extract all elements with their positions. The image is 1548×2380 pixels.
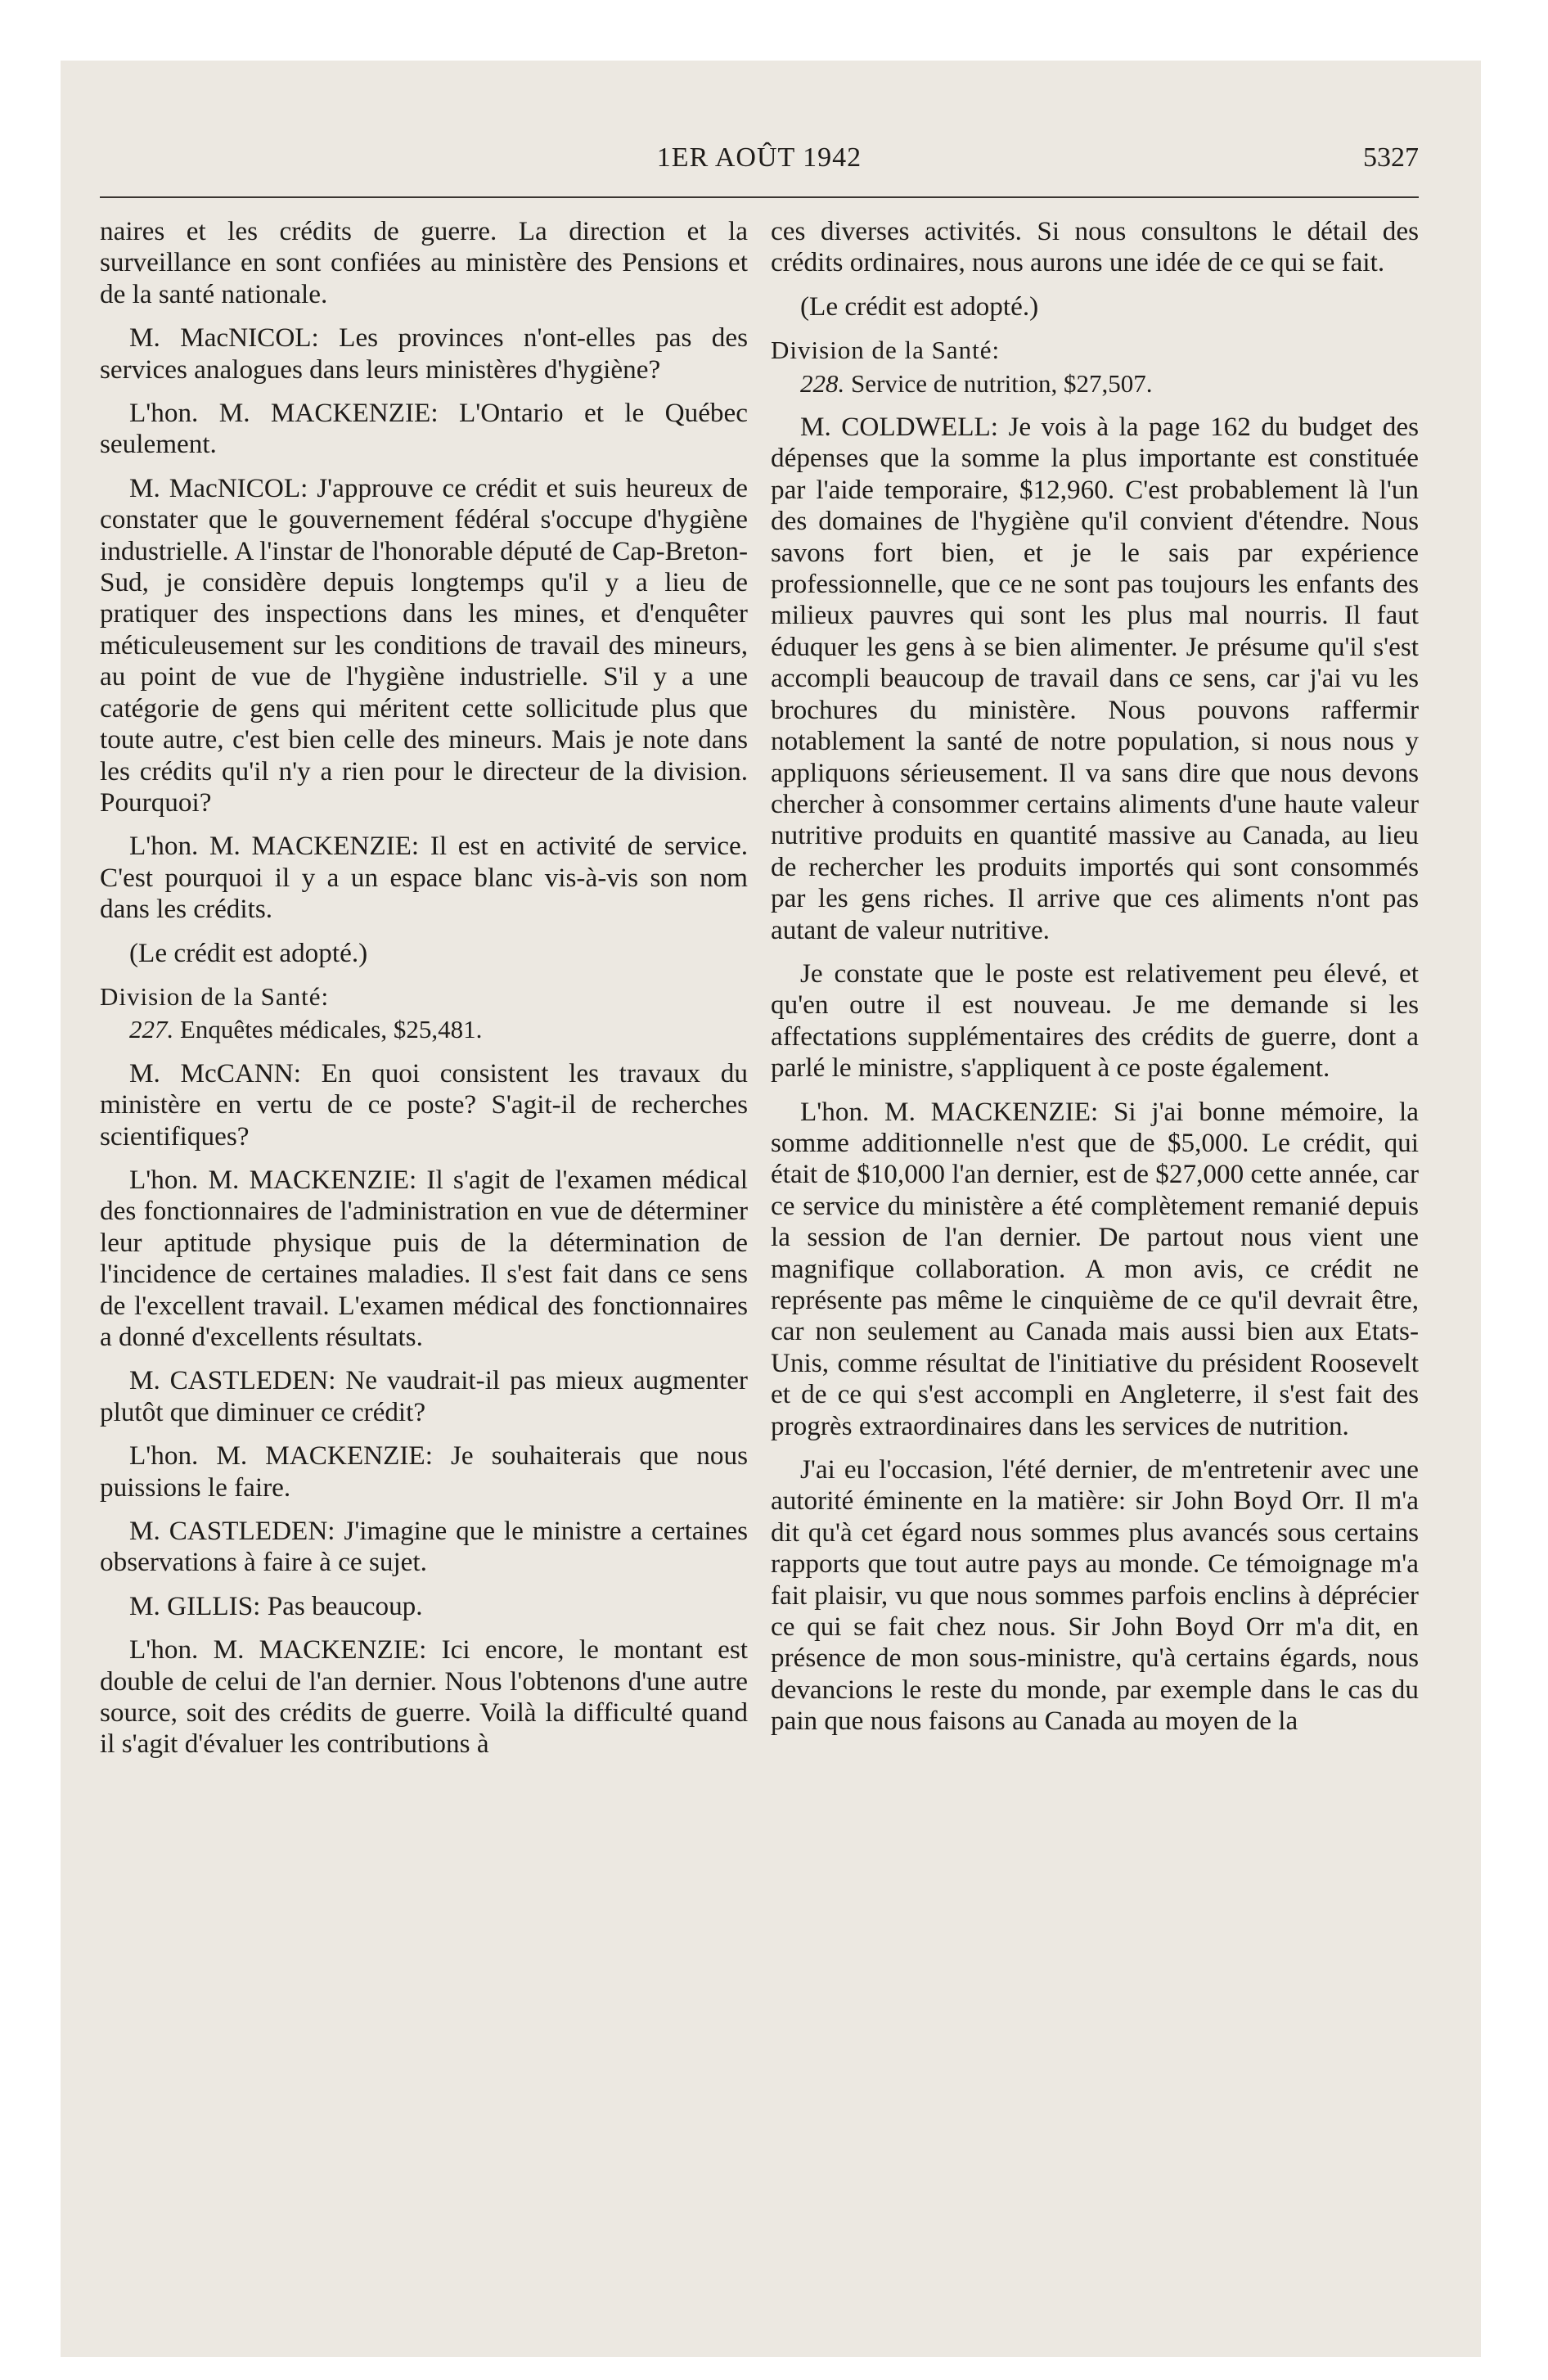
header-rule (100, 196, 1419, 198)
page (61, 61, 1481, 2357)
paragraph: L'hon. M. MACKENZIE: Ici encore, le montant est double de celui de l'an dernier. Nous l'obtenons d'une autre source, soit des crédits de guerre. Voilà la difficulté quand il s'agit d'évaluer les contributions à (100, 1634, 748, 1760)
paragraph: L'hon. M. MACKENZIE: Il est en activité de service. C'est pourquoi il y a un espace blanc vis-à-vis son nom dans les crédits. (100, 831, 748, 925)
vote-item (100, 1014, 748, 1045)
division-heading: Division de la Santé: (100, 981, 330, 1011)
paragraph: L'hon. M. MACKENZIE: Je souhaiterais que nous puissions le faire. (100, 1440, 748, 1503)
paragraph: M. MacNICOL: J'approuve ce crédit et suis heureux de constater que le gouvernement fédéral s'occupe d'hygiène industrielle. A l'instar de l'honorable député de Cap-Breton-Sud, je considère depuis longtemps qu'il y a lieu de pratiquer des inspections dans les mines, et d'enquêter méticuleusement sur les conditions de travail des mineurs, au point de vue de l'hygiène industrielle. S'il y a une catégorie de gens qui méritent cette sollicitude plus que toute autre, c'est bien celle des mineurs. Mais je note dans les crédits qu'il n'y a rien pour le directeur de la division. Pourquoi? (100, 472, 748, 818)
vote-text: Enquêtes médicales, $25,481. (180, 1015, 483, 1044)
paragraph: naires et les crédits de guerre. La direction et la surveillance en sont confiées au ministère des Pensions et de la santé nationale. (100, 216, 748, 309)
paragraph: M. McCANN: En quoi consistent les travaux du ministère en vertu de ce poste? S'agit-il de recherches scientifiques? (100, 1057, 748, 1152)
header-date: 1ER AOÛT 1942 (656, 142, 862, 173)
adopted-note: (Le crédit est adopté.) (800, 291, 1039, 322)
paragraph: L'hon. M. MACKENZIE: L'Ontario et le Québec seulement. (100, 398, 748, 460)
page-number: 5327 (1363, 142, 1419, 173)
right-column (771, 216, 1419, 1750)
paragraph: L'hon. M. MACKENZIE: Il s'agit de l'examen médical des fonctionnaires de l'administration en vue de déterminer leur aptitude physique puis de la détermination de l'incidence de certaines maladies. Il s'est fait dans ce sens de l'excellent travail. L'examen médical des fonctionnaires a donné d'excellents résultats. (100, 1164, 748, 1352)
paragraph: J'ai eu l'occasion, l'été dernier, de m'entretenir avec une autorité éminente en la matière: sir John Boyd Orr. Il m'a dit qu'à cet égard nous sommes plus avancés sous certains rapports que tout autre pays au monde. Ce témoignage m'a fait plaisir, vu que nous sommes parfois enclins à déprécier ce qui se fait chez nous. Sir John Boyd Orr m'a dit, en présence de mon sous-ministre, qu'à certains égards, nous devancions le reste du monde, par exemple dans le cas du pain que nous faisons au Canada au moyen de la (771, 1454, 1419, 1737)
vote-number: 227. (129, 1015, 174, 1044)
paragraph: M. MacNICOL: Les provinces n'ont-elles pas des services analogues dans leurs ministères d'hygiène? (100, 322, 748, 385)
paragraph: M. CASTLEDEN: J'imagine que le ministre a certaines observations à faire à ce sujet. (100, 1516, 748, 1578)
adopted-note: (Le crédit est adopté.) (129, 937, 368, 968)
vote-item (771, 368, 1419, 399)
paragraph: M. CASTLEDEN: Ne vaudrait-il pas mieux augmenter plutôt que diminuer ce crédit? (100, 1365, 748, 1427)
left-column (100, 216, 748, 1773)
paragraph: L'hon. M. MACKENZIE: Si j'ai bonne mémoire, la somme additionnelle n'est que de $5,000. Le crédit, qui était de $10,000 l'an dernier, est de $27,000 cette année, car ce service du ministère a été complètement remanié depuis la session de l'an dernier. De partout nous vient une magnifique collaboration. A mon avis, ce crédit ne représente pas même le cinquième de ce qu'il devrait être, car non seulement au Canada mais aussi bien aux Etats-Unis, comme résultat de l'initiative du président Roosevelt et de ce qui s'est accompli en Angleterre, il s'est fait des progrès extraordinaires dans les services de nutrition. (771, 1096, 1419, 1441)
vote-text: Service de nutrition, $27,507. (851, 368, 1153, 398)
vote-number: 228. (800, 368, 845, 398)
paragraph: ces diverses activités. Si nous consultons le détail des crédits ordinaires, nous aurons une idée de ce qui se fait. (771, 216, 1419, 278)
paragraph: Je constate que le poste est relativement peu élevé, et qu'en outre il est nouveau. Je me demande si les affectations supplémentaires des crédits de guerre, dont a parlé le ministre, s'appliquent à ce poste également. (771, 958, 1419, 1084)
paragraph: M. COLDWELL: Je vois à la page 162 du budget des dépenses que la somme la plus importante est constituée par l'aide temporaire, $12,960. C'est probablement là l'un des domaines de l'hygiène qu'il convient d'étendre. Nous savons fort bien, et je le sais par expérience professionnelle, que ce ne sont pas toujours les enfants des milieux pauvres qui sont les plus mal nourris. Il faut éduquer les gens à se bien alimenter. Je présume qu'il s'est accompli beaucoup de travail dans ce sens, car j'ai vu les brochures du ministère. Nous pouvons raffermir notablement la santé de notre population, si nous nous y appliquons sérieusement. Il va sans dire que nous devons chercher à consommer certains aliments d'une haute valeur nutritive produits en quantité massive au Canada, au lieu de rechercher les produits importés qui sont consommés par les gens riches. Il arrive que ces aliments n'ont pas autant de valeur nutritive. (771, 412, 1419, 945)
paragraph: M. GILLIS: Pas beaucoup. (129, 1590, 423, 1621)
division-heading: Division de la Santé: (771, 336, 1001, 365)
scanned-page (61, 61, 1481, 2357)
running-header (100, 142, 1419, 188)
